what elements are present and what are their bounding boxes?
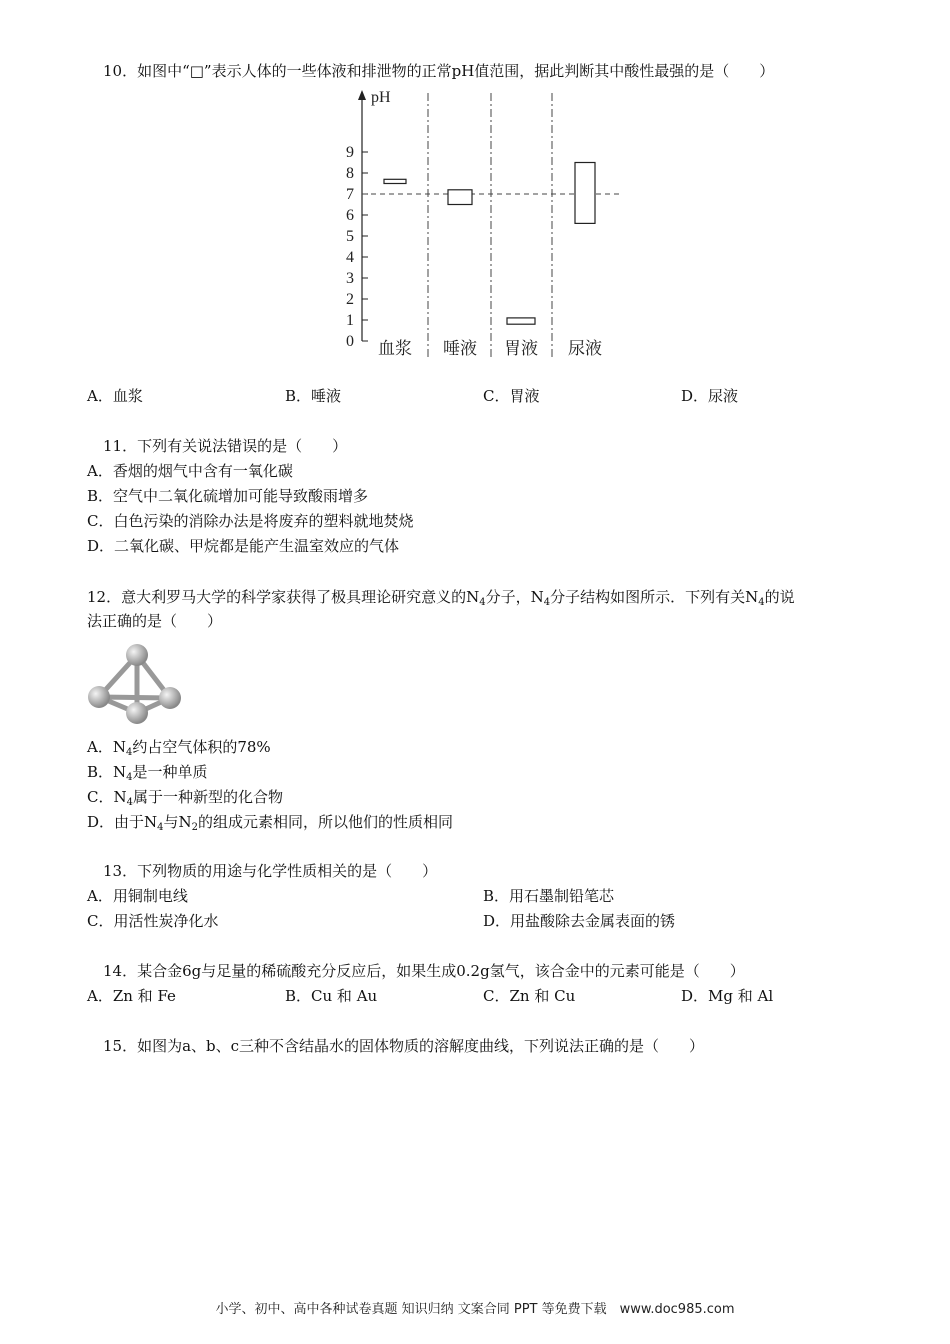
q15-stem: 15．如图为a、b、c三种不含结晶水的固体物质的溶解度曲线，下列说法正确的是（ ）: [103, 1037, 705, 1055]
category-label: 尿液: [568, 339, 602, 359]
text: B．N: [87, 763, 127, 781]
text: A．N: [87, 738, 126, 756]
q11-option-d: D．二氧化碳、甲烷都是能产生温室效应的气体: [87, 537, 400, 555]
text: 分子，N: [485, 588, 544, 606]
subscript: 4: [758, 597, 765, 608]
range-box: [448, 190, 472, 205]
q13-option-d: D．用盐酸除去金属表面的锈: [483, 912, 676, 930]
y-tick-label: 5: [346, 228, 354, 245]
q13-option-c: C．用活性炭净化水: [87, 912, 219, 930]
range-box: [575, 163, 595, 224]
subscript: 4: [125, 747, 133, 758]
category-label: 胃液: [504, 339, 538, 359]
category-label: 唾液: [443, 339, 477, 359]
q12-option-c: [87, 788, 283, 812]
subscript: 4: [126, 797, 133, 808]
q14-option-c: C．Zn 和 Cu: [483, 987, 576, 1005]
text: D．由于N: [87, 813, 158, 831]
q12-option-a: [87, 738, 271, 762]
text: C．N: [87, 788, 127, 806]
y-tick-label: 9: [346, 144, 354, 161]
q14-option-a: A．Zn 和 Fe: [87, 987, 176, 1005]
q10-option-a: A．血浆: [87, 387, 143, 405]
q10-option-c: C．胃液: [483, 387, 540, 405]
text: 约占空气体积的78%: [132, 738, 271, 756]
y-tick-label: 1: [346, 312, 354, 329]
text: 是一种单质: [132, 763, 208, 781]
subscript: 4: [126, 772, 133, 783]
subscript: 4: [543, 597, 551, 608]
y-tick-label: 4: [346, 249, 354, 266]
y-axis-arrow: [358, 90, 366, 100]
q13-option-b: B．用石墨制铅笔芯: [483, 887, 615, 905]
text: 的组成元素相同，所以他们的性质相同: [198, 813, 454, 831]
y-tick-label: 6: [346, 207, 354, 224]
subscript: 2: [191, 822, 199, 833]
text: 属于一种新型的化合物: [132, 788, 283, 806]
n4-molecule-image: [84, 640, 184, 730]
text: 12．意大利罗马大学的科学家获得了极具理论研究意义的N: [87, 588, 480, 606]
q14-option-b: B．Cu 和 Au: [285, 987, 378, 1005]
q11-option-b: B．空气中二氧化硫增加可能导致酸雨增多: [87, 487, 369, 505]
text: 的说: [764, 588, 795, 606]
q12-stem-line1: [87, 588, 795, 612]
y-tick-label: 2: [346, 291, 354, 308]
category-label: 血浆: [378, 339, 412, 359]
q11-option-a: A．香烟的烟气中含有一氧化碳: [87, 462, 293, 480]
q13-option-a: A．用铜制电线: [87, 887, 188, 905]
text: 与N: [163, 813, 192, 831]
y-tick-label: 3: [346, 270, 354, 287]
footer: 小学、初中、高中各种试卷真题 知识归纳 文案合同 PPT 等免费下载 www.doc985.com: [215, 1302, 735, 1317]
q13-stem: 13．下列物质的用途与化学性质相关的是（ ）: [103, 862, 438, 880]
text: 分子结构如图所示．下列有关N: [550, 588, 759, 606]
range-box: [384, 179, 406, 183]
subscript: 4: [479, 597, 486, 608]
range-box: [507, 318, 535, 324]
q11-stem: 11．下列有关说法错误的是（ ）: [103, 437, 348, 455]
q14-stem: 14．某合金6g与足量的稀硫酸充分反应后，如果生成0.2g氢气，该合金中的元素可能是（ ）: [103, 962, 745, 980]
q11-option-c: C．白色污染的消除办法是将废弃的塑料就地焚烧: [87, 512, 414, 530]
q10-stem: 10．如图中“□”表示人体的一些体液和排泄物的正常pH值范围，据此判断其中酸性最强的是（ ）: [103, 62, 775, 80]
ph-range-chart: [330, 85, 630, 365]
q14-option-d: D．Mg 和 Al: [681, 987, 774, 1005]
subscript: 4: [157, 822, 164, 833]
y-axis-label: pH: [371, 89, 391, 106]
q12-stem-line2: 法正确的是（ ）: [87, 612, 223, 630]
q12-option-b: [87, 763, 208, 787]
q10-option-b: B．唾液: [285, 387, 342, 405]
q12-option-d: [87, 813, 453, 837]
y-tick-label: 8: [346, 165, 354, 182]
y-tick-label: 0: [346, 333, 354, 350]
q10-option-d: D．尿液: [681, 387, 739, 405]
y-tick-label: 7: [346, 186, 354, 203]
